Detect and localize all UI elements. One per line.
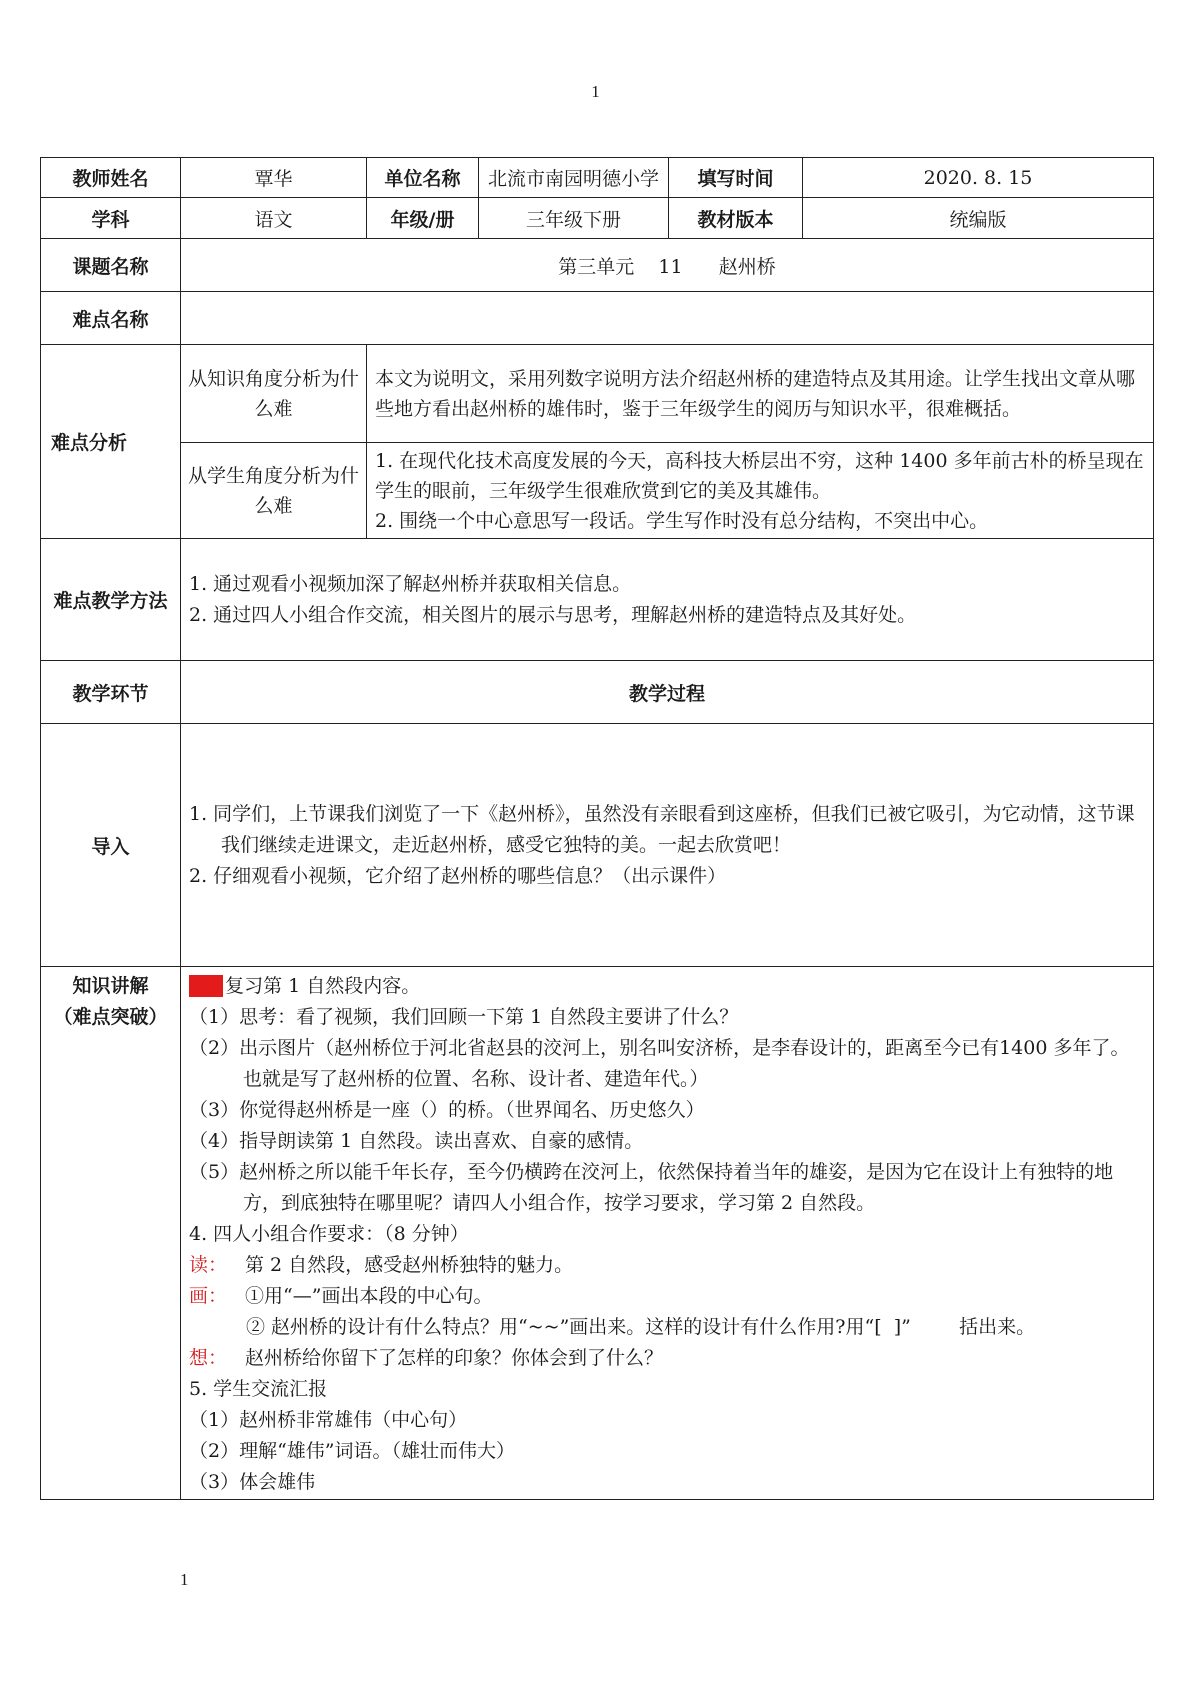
draw-text-1: ①用“—”画出本段的中心句。 <box>245 1285 493 1307</box>
analysis-label: 难点分析 <box>41 345 181 539</box>
draw-key: 画： <box>189 1285 228 1307</box>
knowledge-line-2: （1）思考：看了视频，我们回顾一下第 1 自然段主要讲了什么？ <box>189 1006 739 1028</box>
edition-value: 统编版 <box>803 198 1154 239</box>
intro-label: 导入 <box>41 724 181 967</box>
method-item-2: 2. 通过四人小组合作交流，相关图片的展示与思考，理解赵州桥的建造特点及其好处。 <box>189 603 917 626</box>
method-item-1: 1. 通过观看小视频加深了解赵州桥并获取相关信息。 <box>189 572 632 595</box>
header-row-2 <box>41 198 1154 239</box>
knowledge-angle-text: 本文为说明文，采用列数字说明方法介绍赵州桥的建造特点及其用途。让学生找出文章从哪些地方看出赵州桥的雄伟时，鉴于三年级学生的阅历与知识水平，很难概括。 <box>367 345 1154 443</box>
methods-cell <box>181 539 1154 661</box>
knowledge-line-10: （2）理解“雄伟”词语。（雄壮而伟大） <box>189 1440 516 1462</box>
think-requirement <box>189 1343 1145 1374</box>
student-angle-item-1: 1. 在现代化技术高度发展的今天，高科技大桥层出不穷，这种 1400 多年前古朴的桥呈现在学生的眼前，三年级学生很难欣赏到它的美及其雄伟。 <box>375 449 1144 502</box>
draw-requirement-1 <box>189 1281 1145 1312</box>
process-header: 教学过程 <box>181 661 1154 724</box>
methods-row <box>41 539 1154 661</box>
header-row-1 <box>41 158 1154 198</box>
knowledge-cell <box>181 967 1154 1500</box>
knowledge-line-1-text: 复习第 1 自然段内容。 <box>225 975 421 997</box>
teacher-label: 教师姓名 <box>41 158 181 198</box>
read-text: 第 2 自然段，感受赵州桥独特的魅力。 <box>245 1254 574 1276</box>
intro-row <box>41 724 1154 967</box>
knowledge-line-5: （4）指导朗读第 1 自然段。读出喜欢、自豪的感情。 <box>189 1130 644 1152</box>
highlighted-number: 3. <box>189 975 223 997</box>
knowledge-line-6: （5）赵州桥之所以能千年长存，至今仍横跨在洨河上，依然保持着当年的雄姿，是因为它在设计上有独特的地方，到底独特在哪里呢？请四人小组合作，按学习要求，学习第 2 自然段。 <box>189 1161 1114 1214</box>
methods-label: 难点教学方法 <box>41 539 181 661</box>
knowledge-angle-label: 从知识角度分析为什么难 <box>181 345 367 443</box>
topic-label: 课题名称 <box>41 239 181 292</box>
knowledge-line-4: （3）你觉得赵州桥是一座（）的桥。（世界闻名、历史悠久） <box>189 1099 705 1121</box>
draw-text-2: ② 赵州桥的设计有什么特点？用“~~”画出来。这样的设计有什么作用?用“[ ]” 括出来。 <box>246 1316 1036 1338</box>
knowledge-line-9: （1）赵州桥非常雄伟（中心句） <box>189 1409 468 1431</box>
page-number-bottom: 1 <box>180 1570 189 1589</box>
topic-row <box>41 239 1154 292</box>
page-number-top: 1 <box>591 82 600 101</box>
unit-label: 单位名称 <box>367 158 479 198</box>
difficulty-name-row <box>41 292 1154 345</box>
knowledge-line-7: 4. 四人小组合作要求：（8 分钟） <box>189 1223 469 1245</box>
student-angle-item-2: 2. 围绕一个中心意思写一段话。学生写作时没有总分结构，不突出中心。 <box>375 509 989 532</box>
intro-item-2: 2. 仔细观看小视频，它介绍了赵州桥的哪些信息？（出示课件） <box>189 864 727 887</box>
subject-label: 学科 <box>41 198 181 239</box>
lesson-plan-table <box>40 157 1154 1500</box>
date-label: 填写时间 <box>669 158 803 198</box>
knowledge-label-line-1: 知识讲解 <box>72 975 149 997</box>
knowledge-label-cell <box>41 967 181 1500</box>
knowledge-label-line-2: （难点突破） <box>53 1006 168 1028</box>
intro-item-1: 1. 同学们，上节课我们浏览了一下《赵州桥》，虽然没有亲眼看到这座桥，但我们已被它吸引，为它动情，这节课我们继续走进课文，走近赵州桥，感受它独特的美。一起去欣赏吧！ <box>189 802 1135 856</box>
knowledge-line-3: （2）出示图片（赵州桥位于河北省赵县的洨河上，别名叫安济桥，是李春设计的，距离至今已有1400 多年了。也就是写了赵州桥的位置、名称、设计者、建造年代。） <box>189 1037 1130 1090</box>
teacher-value: 覃华 <box>181 158 367 198</box>
topic-value: 第三单元 11 赵州桥 <box>181 239 1154 292</box>
difficulty-name-label: 难点名称 <box>41 292 181 345</box>
analysis-row-student <box>41 443 1154 539</box>
student-angle-label: 从学生角度分析为什么难 <box>181 443 367 539</box>
read-requirement <box>189 1250 1145 1281</box>
grade-value: 三年级下册 <box>479 198 669 239</box>
process-header-row <box>41 661 1154 724</box>
analysis-row-knowledge <box>41 345 1154 443</box>
knowledge-row <box>41 967 1154 1500</box>
subject-value: 语文 <box>181 198 367 239</box>
date-value: 2020. 8. 15 <box>803 158 1154 198</box>
unit-value: 北流市南园明德小学 <box>479 158 669 198</box>
knowledge-line-11: （3）体会雄伟 <box>189 1471 316 1493</box>
think-key: 想： <box>189 1347 228 1369</box>
intro-cell <box>181 724 1154 967</box>
knowledge-line-1 <box>189 971 1145 1002</box>
think-text: 赵州桥给你留下了怎样的印象？你体会到了什么？ <box>245 1347 664 1369</box>
grade-label: 年级/册 <box>367 198 479 239</box>
read-key: 读： <box>189 1254 228 1276</box>
knowledge-line-8: 5. 学生交流汇报 <box>189 1378 328 1400</box>
stage-header: 教学环节 <box>41 661 181 724</box>
difficulty-name-value <box>181 292 1154 345</box>
edition-label: 教材版本 <box>669 198 803 239</box>
student-angle-cell <box>367 443 1154 539</box>
